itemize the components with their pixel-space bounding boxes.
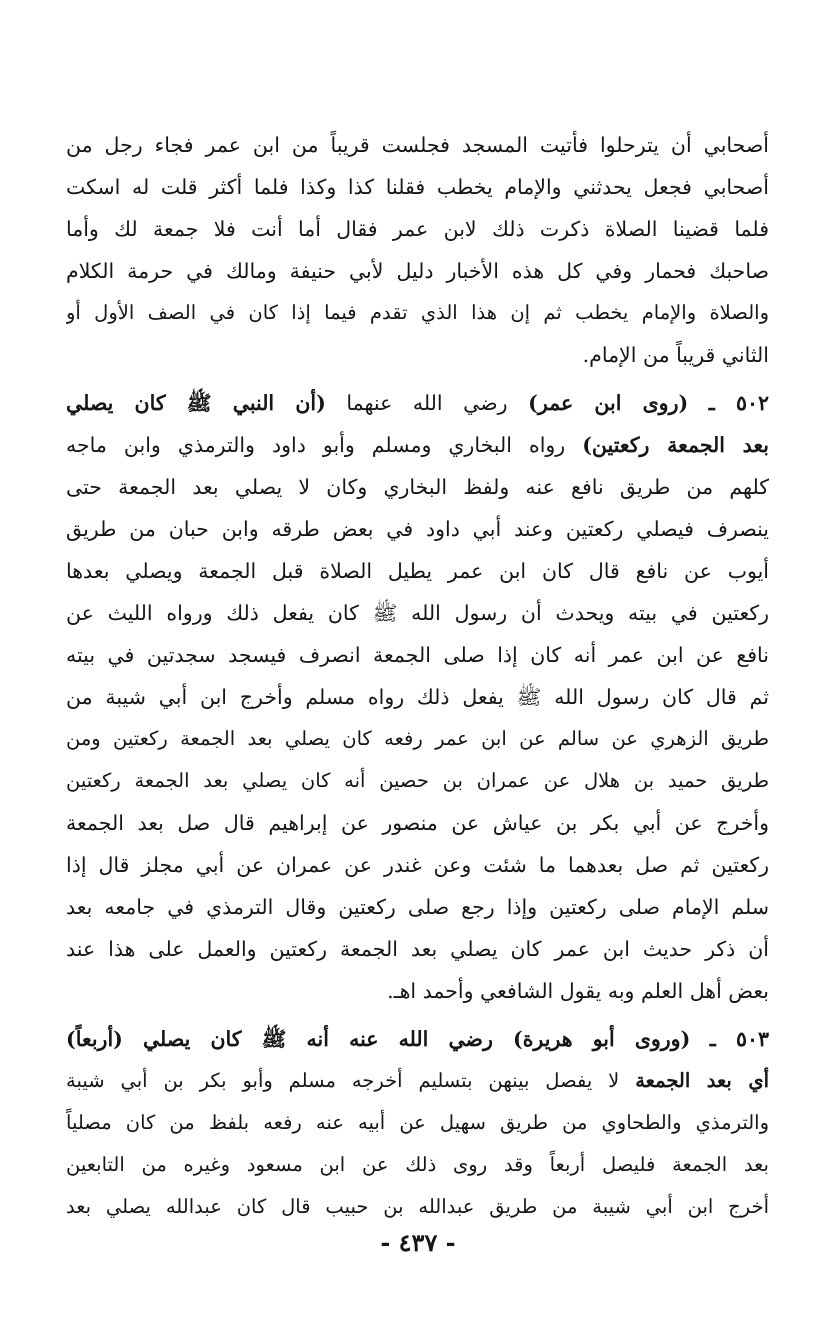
text-line: أخرج ابن أبي شيبة من طريق عبدالله بن حبيب قال كان عبدالله يصلي بعد — [66, 1195, 769, 1218]
text-line: بعض أهل العلم وبه يقول الشافعي وأحمد اهـ. — [387, 979, 769, 1003]
page-body — [66, 124, 769, 1228]
text-line: نافع عن ابن عمر أنه كان إذا صلى الجمعة انصرف فيسجد سجدتين في بيته — [66, 643, 769, 667]
text-line: سلم الإمام صلى ركعتين وإذا رجع صلى ركعتين وقال الترمذي في جامعه بعد — [66, 895, 769, 919]
text-line: ركعتين في بيته ويحدث أن رسول الله ﷺ كان يفعل ذلك ورواه الليث عن — [66, 601, 769, 625]
text-line: صاحبك فحمار وفي كل هذه الأخبار دليل لأبي حنيفة ومالك في حرمة الكلام — [66, 259, 769, 283]
commentary: لا يفصل بينهن بتسليم أخرجه مسلم وأبو بكر بن أبي شيبة — [66, 1069, 620, 1092]
invocation: رضي الله عنهما — [346, 391, 508, 415]
hadith-text: (وروى أبو هريرة) رضي الله عنه أنه ﷺ كان يصلي (أربعاً) — [66, 1027, 691, 1051]
hadith-number: ٥٠٣ ـ — [709, 1027, 769, 1051]
text-line: ثم قال كان رسول الله ﷺ يفعل ذلك رواه مسلم وأخرج ابن أبي شيبة من — [66, 685, 769, 709]
text-line: ركعتين ثم صل بعدهما ما شئت وعن غندر عن عمران عن أبي مجلز قال إذا — [66, 853, 769, 877]
text-line: بعد الجمعة فليصل أربعاً وقد روى ذلك عن ابن مسعود وغيره من التابعين — [66, 1153, 769, 1176]
hadith-text: أي بعد الجمعة — [635, 1069, 769, 1092]
page-number: - ٤٣٧ - — [380, 1228, 456, 1257]
commentary: رواه البخاري ومسلم وأبو داود والترمذي وابن ماجه — [66, 433, 566, 457]
text-line: ينصرف فيصلي ركعتين وعند أبي داود في بعض طرقه وابن حبان من طريق — [66, 517, 769, 541]
text-line: كلهم من طريق نافع عنه ولفظ البخاري وكان لا يصلي بعد الجمعة حتى — [66, 475, 769, 499]
text-line: والصلاة والإمام يخطب ثم إن هذا الذي تقدم فيما إذا كان في الصف الأول أو — [66, 301, 769, 324]
paragraph-continuation — [66, 124, 769, 376]
text-line: أصحابي أن يترحلوا فأتيت المسجد فجلست قريباً من ابن عمر فجاء رجل من — [66, 133, 769, 157]
narrator: (روى ابن عمر) — [528, 391, 689, 415]
hadith-text: (أن النبي ﷺ كان يصلي — [66, 391, 326, 415]
text-line: أصحابي فجعل يحدثني والإمام يخطب فقلنا كذا وكذا فلما أكثر قلت له اسكت — [66, 175, 769, 199]
text-line — [66, 424, 769, 466]
hadith-number: ٥٠٢ ـ — [708, 391, 769, 415]
text-line: أن ذكر حديث ابن عمر كان يصلي بعد الجمعة ركعتين والعمل على هذا عند — [66, 937, 769, 961]
text-line: أيوب عن نافع قال كان ابن عمر يطيل الصلاة قبل الجمعة ويصلي بعدها — [66, 559, 769, 583]
text-line: طريق الزهري عن سالم عن ابن عمر رفعه كان يصلي بعد الجمعة ركعتين ومن — [66, 727, 769, 750]
text-line: فلما قضينا الصلاة ذكرت ذلك لابن عمر فقال أما أنت فلا جمعة لك وأما — [66, 217, 769, 241]
text-line: طريق حميد بن هلال عن عمران بن حصين أنه كان يصلي بعد الجمعة ركعتين — [66, 769, 769, 792]
text-line: وأخرج عن أبي بكر بن عياش عن منصور عن إبراهيم قال صل بعد الجمعة — [66, 811, 769, 835]
text-line: والترمذي والطحاوي من طريق سهيل عن أبيه عنه رفعه بلفظ من كان مصلياً — [66, 1111, 769, 1134]
text-line: الثاني قريباً من الإمام. — [582, 343, 769, 367]
hadith-heading-line — [66, 382, 769, 424]
hadith-503 — [66, 1018, 769, 1228]
hadith-text: بعد الجمعة ركعتين) — [582, 433, 769, 457]
text-line — [66, 1060, 769, 1102]
hadith-heading-line — [66, 1018, 769, 1060]
hadith-502 — [66, 382, 769, 1012]
